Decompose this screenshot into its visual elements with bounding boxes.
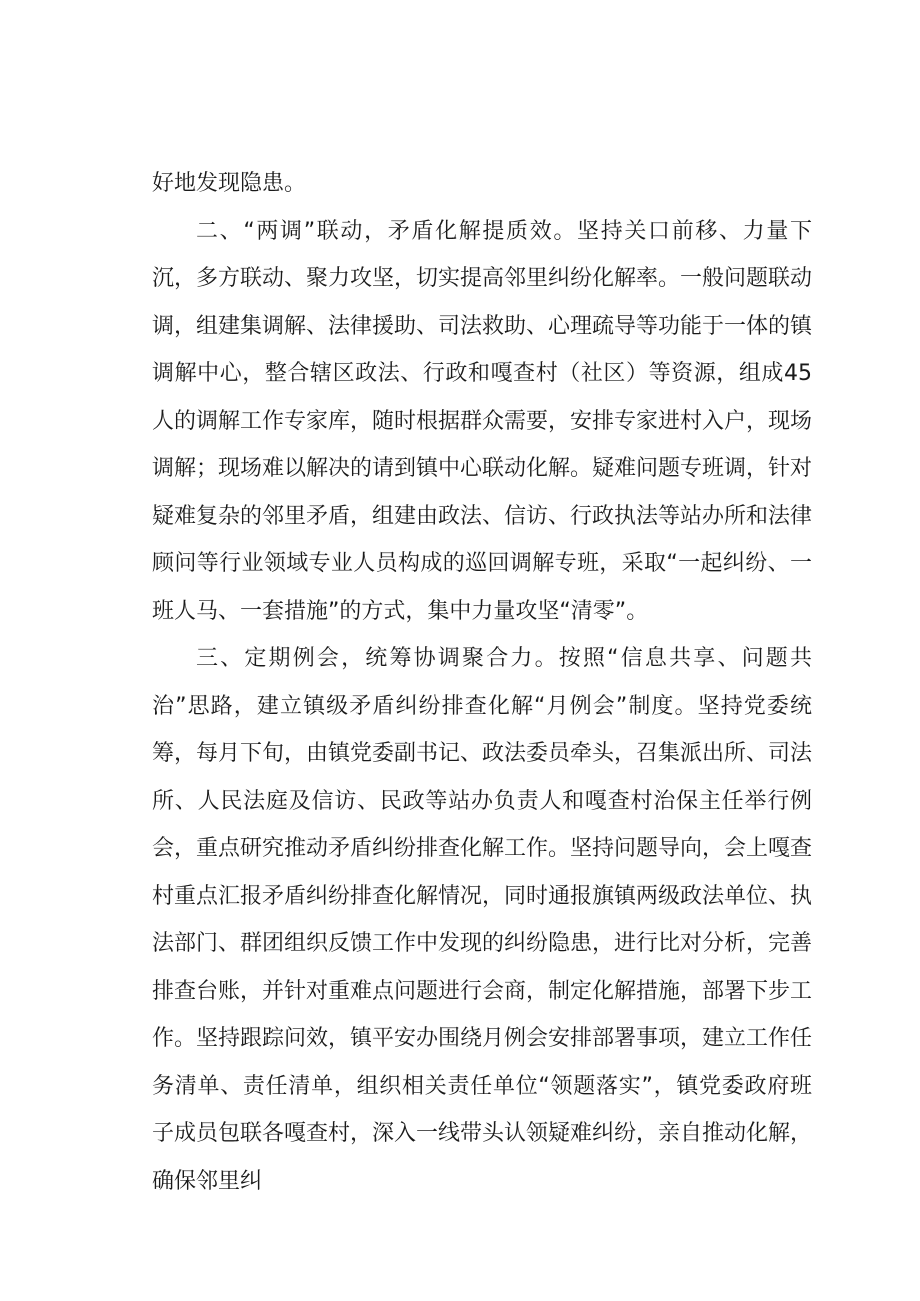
- paragraph-two-mediation: 二、“两调”联动，矛盾化解提质效。坚持关口前移、力量下沉，多方联动、聚力攻坚，切实提高邻里纠纷化解率。一般问题联动调，组建集调解、法律援助、司法救助、心理疏导等功能于一体的镇调解中心，整合辖区政法、行政和嘎查村（社区）等资源，组成45人的调解工作专家库，随时根据群众需要，安排专家进村入户，现场调解；现场难以解决的请到镇中心联动化解。疑难问题专班调，针对疑难复杂的邻里矛盾，组建由政法、信访、行政执法等站办所和法律顾问等行业领域专业人员构成的巡回调解专班，采取“一起纠纷、一班人马、一套措施”的方式，集中力量攻坚“清零”。: [152, 218, 813, 624]
- paragraph-continuation: 好地发现隐患。: [152, 171, 307, 196]
- paragraph-three-regular-meeting: 三、定期例会，统筹协调聚合力。按照“信息共享、问题共治”思路，建立镇级矛盾纠纷排查化解“月例会”制度。坚持党委统筹，每月下旬，由镇党委副书记、政法委员牵头，召集派出所、司法所、人民法庭及信访、民政等站办负责人和嘎查村治保主任举行例会，重点研究推动矛盾纠纷排查化解工作。坚持问题导向，会上嘎查村重点汇报矛盾纠纷排查化解情况，同时通报旗镇两级政法单位、执法部门、群团组织反馈工作中发现的纠纷隐患，进行比对分析，完善排查台账，并针对重难点问题进行会商，制定化解措施，部署下步工作。坚持跟踪问效，镇平安办围绕月例会安排部署事项，建立工作任务清单、责任清单，组织相关责任单位“领题落实”，镇党委政府班子成员包联各嘎查村，深入一线带头认领疑难纠纷，亲自推动化解，确保邻里纠: [152, 646, 813, 1194]
- document-body: [152, 160, 812, 1205]
